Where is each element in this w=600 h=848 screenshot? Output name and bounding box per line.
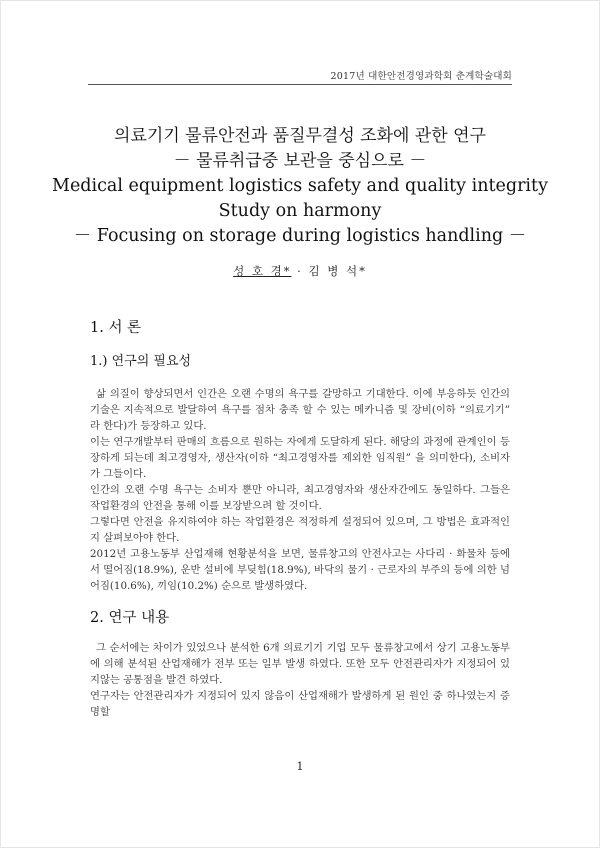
research-content-body bbox=[90, 640, 510, 720]
section-heading-research-content: 2. 연구 내용 bbox=[90, 610, 170, 626]
title-block bbox=[40, 124, 560, 249]
paragraph: 연구자는 안전관리자가 지정되어 있지 않음이 산업재해가 발생하게 된 원인 중 하나였는지 증명할 bbox=[90, 690, 510, 718]
introduction-body bbox=[90, 386, 510, 594]
paragraph: 삶 의질이 향상되면서 인간은 오랜 수명의 욕구를 갈망하고 기대한다. 이에 부응하듯 인간의 기술은 지속적으로 발달하여 욕구를 점차 충족 할 수 있는 메카니즘 및 장비(이하 “의료기기” 라 한다)가 등장하고 있다. bbox=[90, 388, 510, 432]
header-rule bbox=[88, 84, 512, 85]
subtitle-korean: － 물류취급중 보관을 중심으로 － bbox=[173, 151, 427, 171]
author-1: 성 호 경* bbox=[233, 264, 292, 278]
paragraph: 그렇다면 안전을 유지하여야 하는 작업환경은 적정하게 설정되어 있으며, 그 방법은 효과적인지 살펴보아야 한다. bbox=[90, 516, 510, 544]
section-heading-introduction: 1. 서 론 bbox=[90, 320, 142, 336]
subsection-heading-necessity: 1.) 연구의 필요성 bbox=[90, 354, 192, 369]
author-separator: · bbox=[291, 264, 309, 278]
paragraph: 인간의 오랜 수명 욕구는 소비자 뿐만 아니라, 최고경영자와 생산자간에도 동일하다. 그들은 작업환경의 안전을 통해 이를 보장받으려 할 것이다. bbox=[90, 484, 510, 512]
paragraph: 2012년 고용노동부 산업재해 현황분석을 보면, 물류창고의 안전사고는 사다리 · 화물차 등에서 떨어짐(18.9%), 운반 설비에 부딪힘(18.9%), 바닥의 물기 · 근로자의 부주의 등에 의한 넘어짐(10.6%), 끼임(10.2%) 순으로 발생하였다. bbox=[90, 548, 510, 592]
title-english-line-1: Medical equipment logistics safety and quality integrity bbox=[52, 176, 548, 196]
paragraph: 그 순서에는 차이가 있었으나 분석한 6개 의료기기 기업 모두 물류창고에서 상기 고용노동부에 의해 분석된 산업재해가 전부 또는 일부 발생 하였다. 또한 모두 안전관리자가 지정되어 있지않는 공통점을 발견 하였다. bbox=[90, 642, 510, 686]
subtitle-english: － Focusing on storage during logistics handling － bbox=[73, 226, 527, 246]
author-line bbox=[0, 263, 600, 279]
title-korean: 의료기기 물류안전과 품질무결성 조화에 관한 연구 bbox=[114, 126, 486, 146]
title-english-line-2: Study on harmony bbox=[218, 201, 382, 221]
paragraph: 이는 연구개발부터 판매의 흐름으로 원하는 자에게 도달하게 된다. 해당의 과정에 관계인이 등장하게 되는데 최고경영자, 생산자(이하 “최고경영자를 제외한 임직원” 을 의미한다), 소비자가 그들이다. bbox=[90, 436, 510, 480]
author-2: 김 병 석* bbox=[308, 264, 367, 278]
running-head: 2017년 대한안전경영과학회 춘계학술대회 bbox=[330, 71, 512, 82]
page-number: 1 bbox=[296, 760, 304, 773]
